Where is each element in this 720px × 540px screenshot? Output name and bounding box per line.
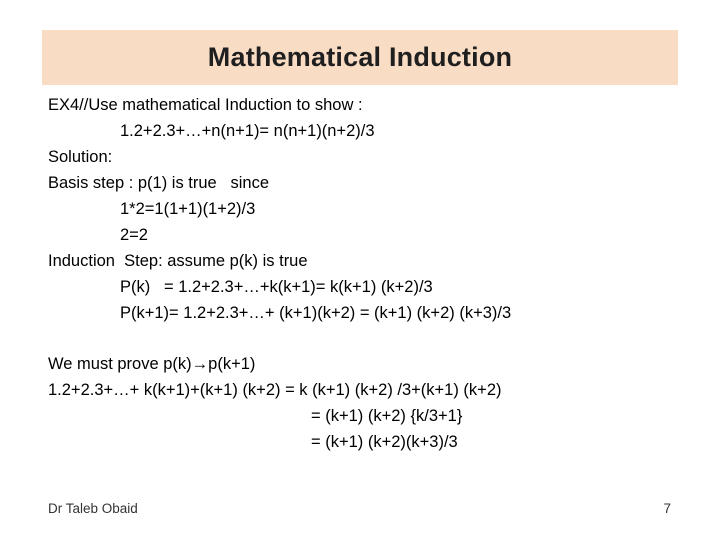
target-pk1: P(k+1)= 1.2+2.3+…+ (k+1)(k+2) = (k+1) (k+2) (k+3)/3 bbox=[120, 304, 512, 322]
induction-step-line: Induction Step: assume p(k) is true bbox=[48, 252, 308, 270]
proof-factor-step: = (k+1) (k+2) {k/3+1} bbox=[311, 407, 463, 425]
slide-title: Mathematical Induction bbox=[207, 42, 513, 72]
footer-author: Dr Taleb Obaid bbox=[48, 501, 138, 516]
exercise-statement: EX4//Use mathematical Induction to show : bbox=[48, 96, 363, 114]
proof-conclusion: = (k+1) (k+2)(k+3)/3 bbox=[311, 433, 458, 451]
basis-result: 2=2 bbox=[120, 226, 148, 244]
hypothesis-pk: P(k) = 1.2+2.3+…+k(k+1)= k(k+1) (k+2)/3 bbox=[120, 278, 433, 296]
proof-goal-line: We must prove p(k)→p(k+1) bbox=[48, 355, 256, 373]
solution-heading: Solution: bbox=[48, 148, 113, 166]
basis-equation: 1*2=1(1+1)(1+2)/3 bbox=[120, 200, 256, 218]
proof-expansion: 1.2+2.3+…+ k(k+1)+(k+1) (k+2) = k (k+1) (k+2) /3+(k+1) (k+2) bbox=[48, 381, 502, 399]
page-number: 7 bbox=[663, 501, 671, 516]
basis-step-line: Basis step : p(1) is true since bbox=[48, 174, 270, 192]
formula-to-prove: 1.2+2.3+…+n(n+1)= n(n+1)(n+2)/3 bbox=[120, 122, 375, 140]
